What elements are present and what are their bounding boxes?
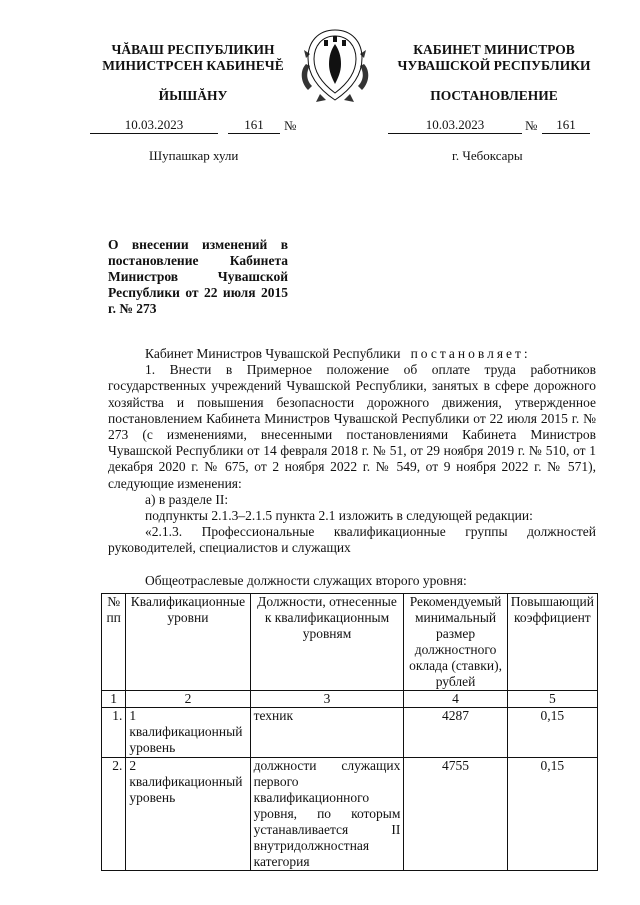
table-cell-positions: должности служащих первого квалификационного уровня, по которым устанавливается II внутридолжностная категория: [250, 758, 404, 871]
document-title: О внесении изменений в постановление Кабинета Министров Чувашской Республики от 22 июля 2015 г. № 273: [108, 237, 288, 316]
header-left-doc-type: ЙЫШĂНУ: [158, 88, 228, 103]
left-date: 10.03.2023: [90, 118, 218, 134]
emblem-icon: [296, 24, 374, 108]
document-body: [108, 346, 596, 589]
header-right-title: [382, 42, 606, 74]
left-city: Шупашкар хули: [149, 148, 239, 163]
table-cell-coef: 0,15: [507, 758, 597, 871]
table-col-number: 4: [404, 691, 507, 708]
paragraph-section-2-1-3: «2.1.3. Профессиональные квалификационные группы должностей руководителей, специалистов и служащих: [108, 524, 596, 556]
table-cell-coef: 0,15: [507, 708, 597, 758]
table-header-cell: № пп: [102, 594, 126, 691]
paragraph-resolves-lead: Кабинет Министров Чувашской Республики: [145, 346, 401, 361]
table-header-cell: Должности, отнесенные к квалификационным уровням: [250, 594, 404, 691]
left-number: 161: [228, 118, 280, 134]
header-left-line1: ЧĂВАШ РЕСПУБЛИКИН: [111, 42, 275, 57]
header-right-line2: ЧУВАШСКОЙ РЕСПУБЛИКИ: [397, 58, 591, 73]
header-right-doc-type: ПОСТАНОВЛЕНИЕ: [430, 88, 558, 103]
paragraph-resolves: [108, 346, 596, 362]
table-header-cell: Рекомендуемый минимальный размер должностного оклада (ставки), рублей: [404, 594, 507, 691]
table-header-cell: Повышающий коэффициент: [507, 594, 597, 691]
right-date: 10.03.2023: [388, 118, 522, 134]
table-row: [102, 758, 598, 871]
paragraph-item-1: 1. Внести в Примерное положение об оплате труда работников государственных учреждений Чувашской Республики, занятых в сфере дорожного хозяйства и повышения безопасности дорожного движения, утвержденное постановлением Кабинета Министров Чувашской Республики от 22 июля 2015 г. № 273 (с изменениями, внесенными постановлениями Кабинета Министров Чувашской Республики от 14 февраля 2018 г. № 51, от 29 ноября 2019 г. № 510, от 1 декабря 2020 г. № 675, от 2 ноября 2022 г. № 549, от 9 ноября 2022 г. № 571), следующие изменения:: [108, 362, 596, 491]
table-cell-level: 1 квалификационный уровень: [126, 708, 250, 758]
table-cell-num: 1.: [102, 708, 126, 758]
table-row: [102, 708, 598, 758]
table-cell-num: 2.: [102, 758, 126, 871]
table-column-number-row: [102, 691, 598, 708]
table-header-cell: Квалификационные уровни: [126, 594, 250, 691]
table-col-number: 2: [126, 691, 250, 708]
table-col-number: 1: [102, 691, 126, 708]
left-number-sign: №: [284, 118, 297, 133]
paragraph-table-caption: Общеотраслевые должности служащих второго уровня:: [145, 572, 467, 588]
header-left-title: [88, 42, 298, 74]
paragraph-resolves-spaced: постановляет:: [410, 346, 531, 361]
table-header-row: [102, 594, 598, 691]
paragraph-subitems: подпункты 2.1.3–2.1.5 пункта 2.1 изложить в следующей редакции:: [145, 508, 533, 524]
salary-table: [101, 593, 598, 871]
table-cell-salary: 4287: [404, 708, 507, 758]
right-number: 161: [542, 118, 590, 134]
right-city: г. Чебоксары: [452, 148, 523, 163]
table-cell-level: 2 квалификационный уровень: [126, 758, 250, 871]
paragraph-subitem-a: а) в разделе II:: [145, 491, 229, 507]
table-cell-positions: техник: [250, 708, 404, 758]
header-left-line2: МИНИСТРСЕН КАБИНЕЧĔ: [102, 58, 284, 73]
header-right-line1: КАБИНЕТ МИНИСТРОВ: [413, 42, 575, 57]
table-col-number: 3: [250, 691, 404, 708]
table-cell-salary: 4755: [404, 758, 507, 871]
table-col-number: 5: [507, 691, 597, 708]
right-number-sign: №: [525, 118, 538, 133]
